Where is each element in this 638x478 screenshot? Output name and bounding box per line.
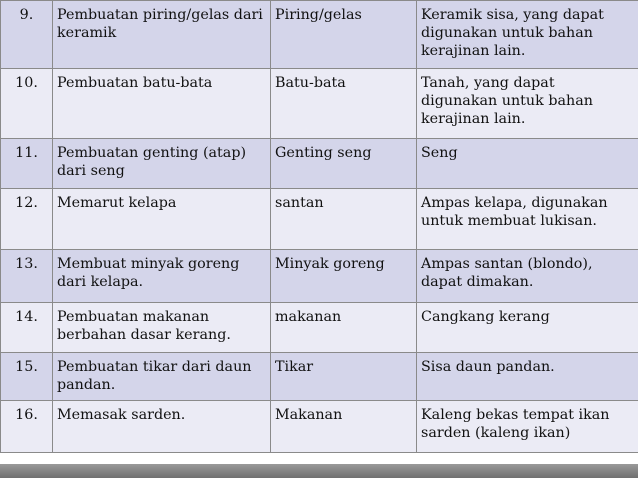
table-row	[1, 69, 638, 139]
waste-cell: Kaleng bekas tempat ikan sarden (kaleng ikan)	[417, 401, 638, 453]
table-row	[1, 250, 638, 303]
product-cell: Piring/gelas	[271, 1, 417, 69]
product-cell: Genting seng	[271, 139, 417, 189]
product-cell: Minyak goreng	[271, 250, 417, 303]
row-number: 12.	[1, 189, 53, 250]
waste-cell: Cangkang kerang	[417, 303, 638, 353]
activity-cell: Pembuatan genting (atap) dari seng	[53, 139, 271, 189]
product-cell: Makanan	[271, 401, 417, 453]
row-number: 14.	[1, 303, 53, 353]
table-row	[1, 353, 638, 401]
row-number: 10.	[1, 69, 53, 139]
waste-cell: Ampas kelapa, digunakan untuk membuat lukisan.	[417, 189, 638, 250]
product-cell: makanan	[271, 303, 417, 353]
table-row	[1, 189, 638, 250]
bottom-bar	[0, 464, 638, 478]
row-number: 11.	[1, 139, 53, 189]
activity-cell: Memasak sarden.	[53, 401, 271, 453]
activity-cell: Pembuatan tikar dari daun pandan.	[53, 353, 271, 401]
activity-cell: Pembuatan makanan berbahan dasar kerang.	[53, 303, 271, 353]
waste-cell: Seng	[417, 139, 638, 189]
waste-cell: Keramik sisa, yang dapat digunakan untuk bahan kerajinan lain.	[417, 1, 638, 69]
table-row	[1, 401, 638, 453]
activity-cell: Pembuatan piring/gelas dari keramik	[53, 1, 271, 69]
activity-cell: Pembuatan batu-bata	[53, 69, 271, 139]
table-row	[1, 1, 638, 69]
table-row	[1, 139, 638, 189]
waste-cell: Tanah, yang dapat digunakan untuk bahan kerajinan lain.	[417, 69, 638, 139]
activity-cell: Membuat minyak goreng dari kelapa.	[53, 250, 271, 303]
row-number: 16.	[1, 401, 53, 453]
table-row	[1, 303, 638, 353]
row-number: 13.	[1, 250, 53, 303]
waste-cell: Sisa daun pandan.	[417, 353, 638, 401]
row-number: 15.	[1, 353, 53, 401]
product-cell: Tikar	[271, 353, 417, 401]
activity-cell: Memarut kelapa	[53, 189, 271, 250]
product-cell: santan	[271, 189, 417, 250]
product-cell: Batu-bata	[271, 69, 417, 139]
waste-cell: Ampas santan (blondo), dapat dimakan.	[417, 250, 638, 303]
row-number: 9.	[1, 1, 53, 69]
